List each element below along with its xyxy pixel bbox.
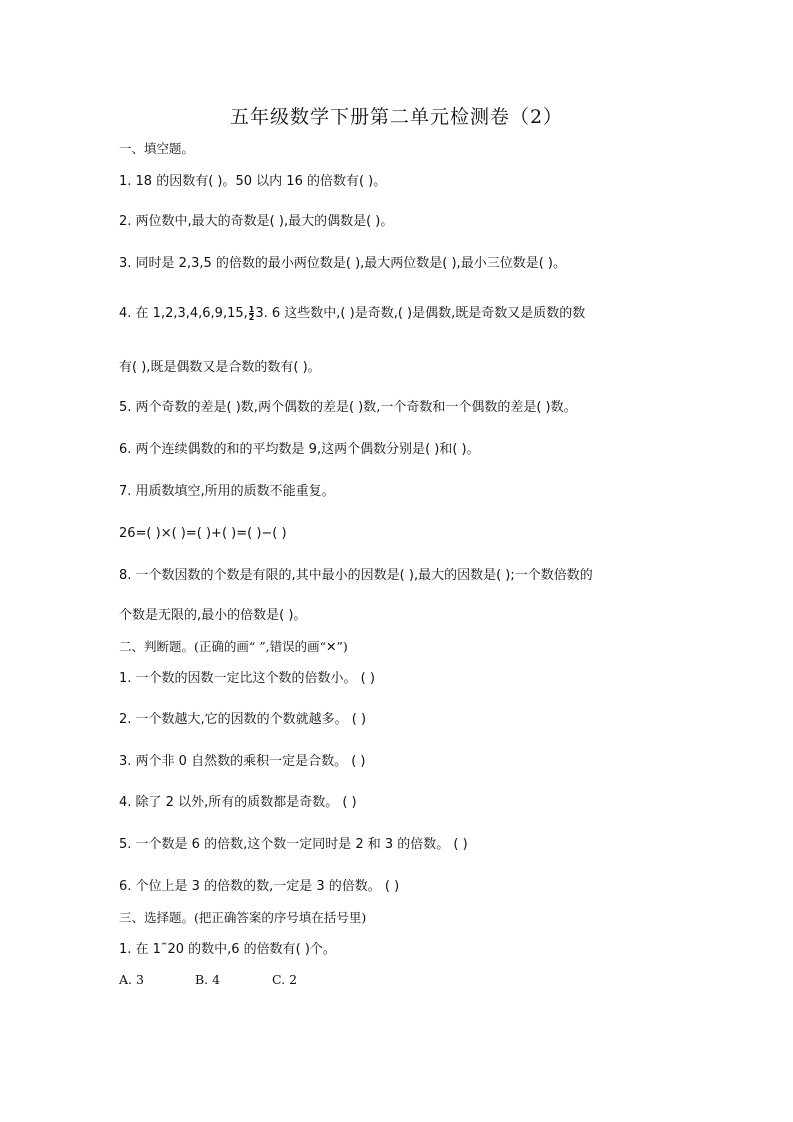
choice-question-1: 1. 在 1˜20 的数中,6 的倍数有( )个。 — [119, 942, 336, 957]
section-judge-heading: 二、判断题。(正确的画“ ”,错误的画“✕”) — [119, 639, 348, 654]
fill-question-4-suffix: 3. 6 这些数中,( )是奇数,( )是偶数,既是奇数又是质数的数 — [255, 306, 586, 321]
judge-question-6: 6. 个位上是 3 的倍数的数,一定是 3 的倍数。 ( ) — [119, 879, 400, 894]
section-choice-heading: 三、选择题。(把正确答案的序号填在括号里) — [119, 910, 367, 925]
fill-question-3: 3. 同时是 2,3,5 的倍数的最小两位数是( ),最大两位数是( ),最小三位数是( )。 — [119, 256, 566, 271]
choice-option-a: A. 3 — [119, 972, 144, 987]
fraction-one-half — [249, 306, 255, 321]
choice-option-b: B. 4 — [195, 972, 221, 987]
fraction-numerator: 1 — [248, 305, 255, 314]
fill-question-4-continued: 有( ),既是偶数又是合数的数有( )。 — [119, 360, 321, 375]
judge-question-2: 2. 一个数越大,它的因数的个数就越多。 ( ) — [119, 712, 367, 727]
fill-question-4 — [119, 305, 585, 323]
judge-question-4: 4. 除了 2 以外,所有的质数都是奇数。 ( ) — [119, 795, 357, 810]
judge-question-1: 1. 一个数的因数一定比这个数的倍数小。 ( ) — [119, 671, 375, 686]
page-title: 五年级数学下册第二单元检测卷（2） — [229, 106, 564, 128]
fill-question-8-continued: 个数是无限的,最小的倍数是( )。 — [119, 608, 307, 623]
fill-question-7-equation: 26=( )×( )=( )+( )=( )−( ) — [119, 526, 287, 541]
fill-question-5: 5. 两个奇数的差是( )数,两个偶数的差是( )数,一个奇数和一个偶数的差是( )数。 — [119, 400, 577, 415]
choice-option-c: C. 2 — [272, 972, 298, 987]
fill-question-1: 1. 18 的因数有( )。50 以内 16 的倍数有( )。 — [119, 174, 387, 189]
fill-question-8: 8. 一个数因数的个数是有限的,其中最小的因数是( ),最大的因数是( );一个数倍数的 — [119, 568, 593, 583]
section-fill-heading: 一、填空题。 — [119, 141, 195, 156]
fill-question-2: 2. 两位数中,最大的奇数是( ),最大的偶数是( )。 — [119, 214, 394, 229]
fill-question-7: 7. 用质数填空,所用的质数不能重复。 — [119, 484, 335, 499]
judge-question-5: 5. 一个数是 6 的倍数,这个数一定同时是 2 和 3 的倍数。 ( ) — [119, 837, 468, 852]
fraction-denominator: 2 — [248, 313, 255, 322]
fill-question-4-prefix: 4. 在 1,2,3,4,6,9,15, — [119, 306, 248, 321]
fill-question-6: 6. 两个连续偶数的和的平均数是 9,这两个偶数分别是( )和( )。 — [119, 442, 480, 457]
judge-question-3: 3. 两个非 0 自然数的乘积一定是合数。 ( ) — [119, 754, 366, 769]
